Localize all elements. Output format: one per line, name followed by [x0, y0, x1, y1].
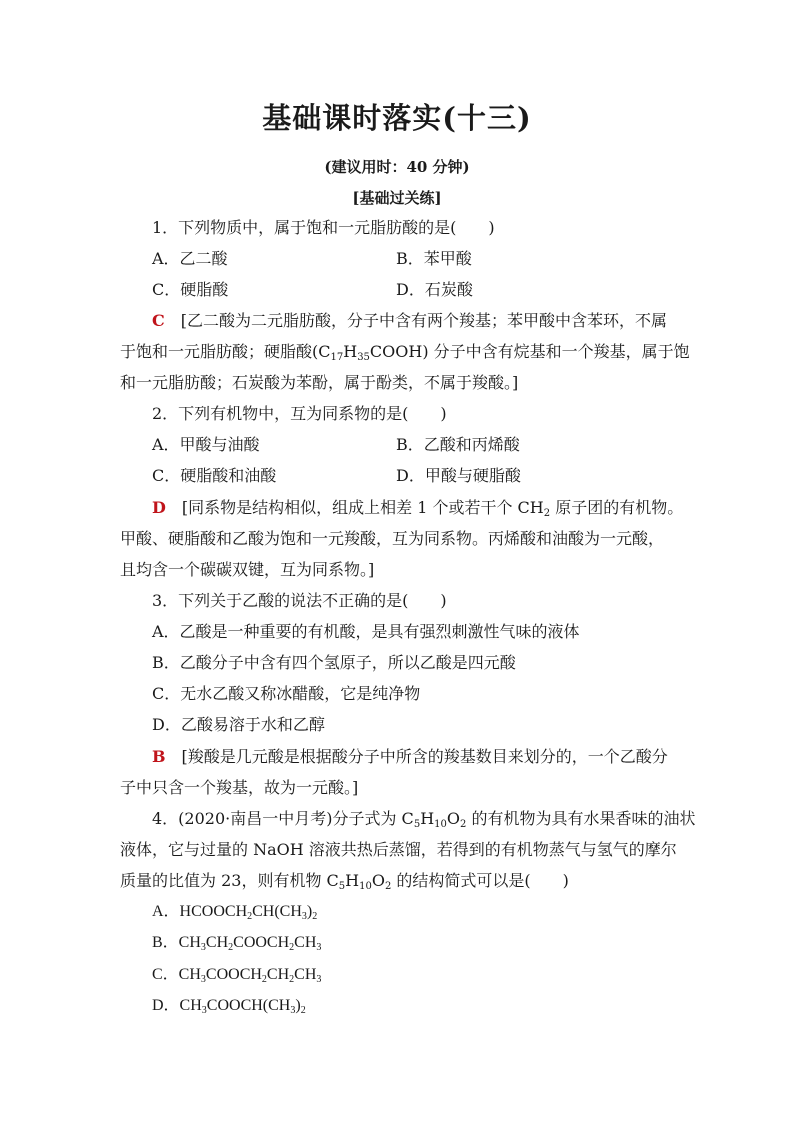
q3-answer: B: [152, 747, 166, 766]
q1-stem: 1．下列物质中，属于饱和一元脂肪酸的是( ): [152, 218, 495, 237]
q4-option-c: C．$CH_3COOCH_2CH_2CH_3$: [152, 966, 322, 985]
q2-explanation-line2: 甲酸、硬脂酸和乙酸为饱和一元羧酸，互为同系物。丙烯酸和油酸为一元酸，: [120, 529, 665, 548]
q1-option-d: D．石炭酸: [396, 280, 473, 299]
q4-option-a: A．$HCOOCH_2CH(CH_3)_2$: [152, 903, 318, 922]
q2-option-a: A．甲酸与油酸: [152, 435, 260, 454]
q3-explanation-line1: B [羧酸是几元酸是根据酸分子中所含的羧基数目来划分的，一个乙酸分: [152, 747, 668, 766]
q1-explanation-line2: 于饱和一元脂肪酸；硬脂酸$(C_{17}H_{35}COOH)$ 分子中含有烷基和一个羧基，属于饱: [120, 342, 690, 363]
q3-option-a: A．乙酸是一种重要的有机酸，是具有强烈刺激性气味的液体: [152, 622, 580, 641]
q4-option-d: D．$CH_3COOCH(CH_3)_2$: [152, 997, 306, 1016]
q1-option-a: A．乙二酸: [152, 249, 228, 268]
q4-option-b: B．$CH_3CH_2COOCH_2CH_3$: [152, 934, 322, 953]
page-title: 基础课时落实(十三): [262, 101, 532, 135]
time-note: (建议用时：40 分钟): [324, 158, 470, 176]
q2-answer: D: [152, 498, 166, 517]
q2-explanation-line3: 且均含一个碳碳双键，互为同系物。]: [120, 560, 375, 579]
q4-stem-line3: 质量的比值为 23，则有机物 $C_5H_{10}O_2$ 的结构简式可以是( ): [120, 871, 569, 892]
q2-option-b: B．乙酸和丙烯酸: [396, 435, 520, 454]
q2-stem: 2．下列有机物中，互为同系物的是( ): [152, 404, 447, 423]
q1-option-b: B．苯甲酸: [396, 249, 472, 268]
q3-option-c: C．无水乙酸又称冰醋酸，它是纯净物: [152, 684, 421, 703]
q1-explanation-line1: C [乙二酸为二元脂肪酸，分子中含有两个羧基；苯甲酸中含苯环，不属: [152, 311, 667, 330]
q2-option-d: D．甲酸与硬脂酸: [396, 466, 521, 485]
q4-stem-line1: 4．(2020·南昌一中月考)分子式为 $C_5H_{10}O_2$ 的有机物为具有水果香味的油状: [152, 809, 696, 830]
q3-option-d: D．乙酸易溶于水和乙醇: [152, 715, 325, 734]
q1-option-c: C．硬脂酸: [152, 280, 229, 299]
q3-option-b: B．乙酸分子中含有四个氢原子，所以乙酸是四元酸: [152, 653, 516, 672]
q2-option-c: C．硬脂酸和油酸: [152, 466, 277, 485]
q4-stem-line2: 液体，它与过量的 NaOH 溶液共热后蒸馏，若得到的有机物蒸气与氢气的摩尔: [120, 840, 677, 859]
q2-explanation-line1: D [同系物是结构相似，组成上相差 1 个或若干个 $CH_2$ 原子团的有机物。: [152, 498, 684, 519]
q3-stem: 3．下列关于乙酸的说法不正确的是( ): [152, 591, 447, 610]
section-heading: [基础过关练]: [352, 189, 442, 207]
q1-answer: C: [152, 311, 165, 330]
q1-explanation-line3: 和一元脂肪酸；石炭酸为苯酚，属于酚类，不属于羧酸。]: [120, 373, 519, 392]
q3-explanation-line2: 子中只含一个羧基，故为一元酸。]: [120, 778, 359, 797]
